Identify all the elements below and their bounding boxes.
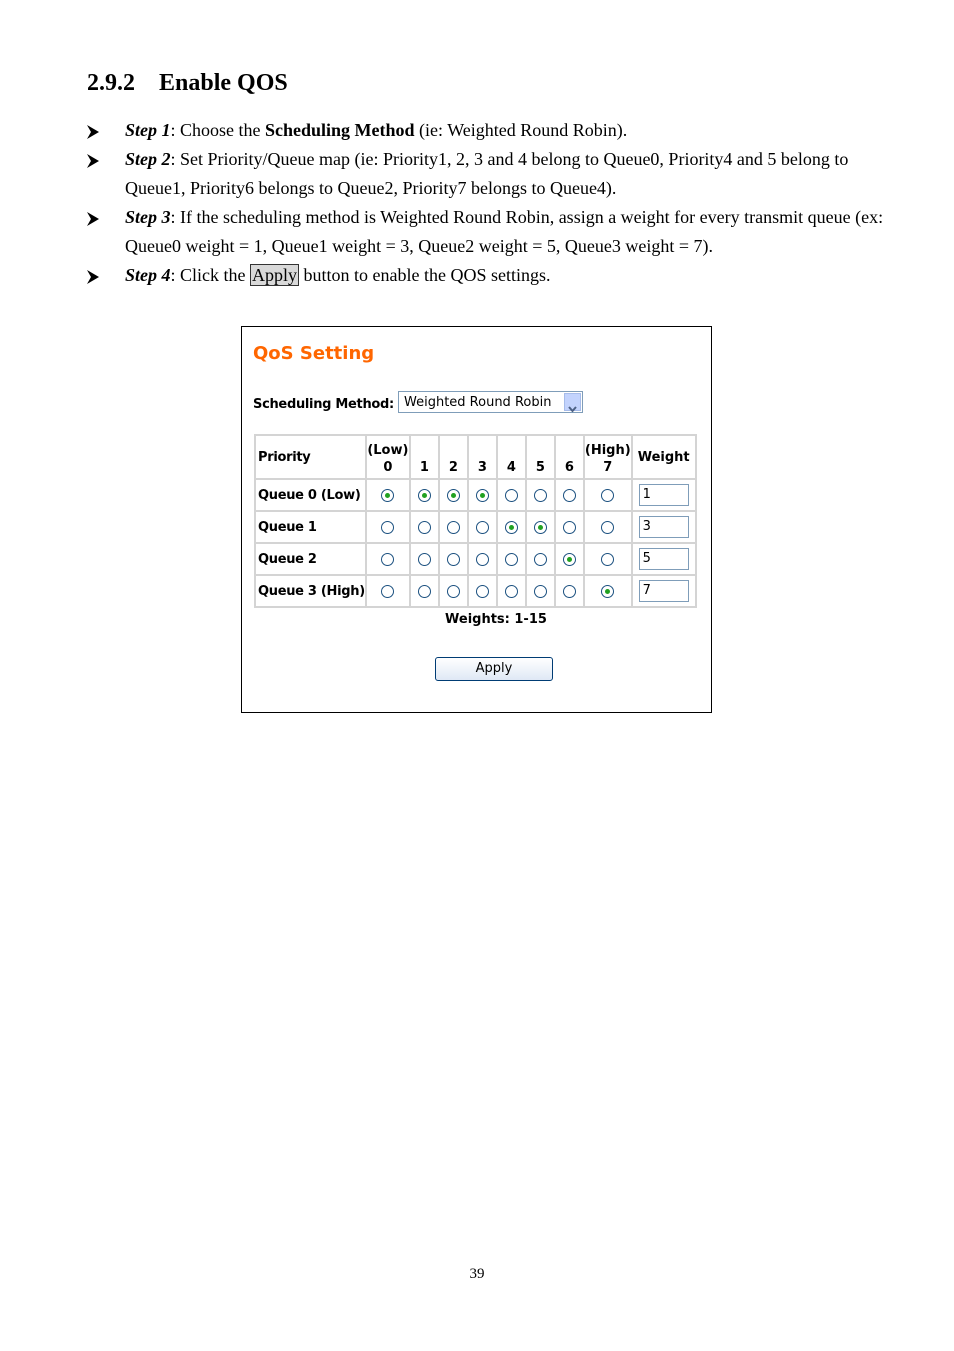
table-row	[255, 511, 696, 543]
step-text: : Click the	[170, 265, 251, 285]
priority-radio[interactable]	[563, 585, 576, 598]
table-header-row	[255, 435, 696, 479]
priority-col-header	[584, 435, 632, 479]
weight-cell	[632, 511, 696, 543]
priority-cell	[526, 511, 555, 543]
weight-cell	[632, 575, 696, 607]
priority-col-bottom: 6	[564, 460, 574, 475]
priority-radio[interactable]	[505, 521, 518, 534]
priority-radio[interactable]	[447, 521, 460, 534]
weight-input[interactable]: 7	[639, 580, 689, 602]
priority-radio[interactable]	[601, 489, 614, 502]
priority-col-top: (Low)	[367, 443, 409, 458]
queue-label: Queue 2	[255, 543, 366, 575]
priority-col-header	[439, 435, 468, 479]
priority-radio[interactable]	[447, 553, 460, 566]
steps-list	[87, 116, 887, 290]
priority-col-bottom: 2	[448, 460, 458, 475]
weight-input[interactable]: 3	[639, 516, 689, 538]
priority-radio[interactable]	[601, 521, 614, 534]
priority-radio[interactable]	[601, 585, 614, 598]
queue-label: Queue 1	[255, 511, 366, 543]
priority-col-bottom: 3	[477, 460, 487, 475]
priority-col-bottom: 4	[506, 460, 516, 475]
priority-cell	[410, 543, 439, 575]
priority-cell	[584, 511, 632, 543]
priority-radio[interactable]	[563, 553, 576, 566]
section-number: 2.9.2	[87, 70, 135, 96]
priority-col-bottom: 5	[535, 460, 545, 475]
priority-radio[interactable]	[476, 489, 489, 502]
weight-header: Weight	[632, 435, 696, 479]
priority-cell	[439, 479, 468, 511]
priority-cell	[526, 543, 555, 575]
priority-col-header	[410, 435, 439, 479]
page-number: 39	[469, 1266, 485, 1282]
priority-cell	[439, 543, 468, 575]
priority-radio[interactable]	[505, 489, 518, 502]
priority-cell	[366, 511, 410, 543]
priority-col-bottom: 1	[419, 460, 429, 475]
priority-cell	[526, 479, 555, 511]
priority-cell	[497, 543, 526, 575]
queue-label: Queue 0 (Low)	[255, 479, 366, 511]
weight-cell	[632, 479, 696, 511]
priority-col-bottom: 0	[383, 460, 393, 475]
priority-radio[interactable]	[381, 585, 394, 598]
priority-radio[interactable]	[476, 585, 489, 598]
priority-cell	[468, 575, 497, 607]
priority-radio[interactable]	[563, 521, 576, 534]
step-name: Step 4	[125, 265, 171, 285]
priority-cell	[497, 511, 526, 543]
inline-apply-label: Apply	[252, 265, 298, 285]
scheduling-method-value: Weighted Round Robin	[404, 395, 552, 410]
priority-cell	[468, 543, 497, 575]
scheduling-method-select[interactable]	[398, 391, 583, 413]
priority-radio[interactable]	[534, 489, 547, 502]
priority-cell	[439, 511, 468, 543]
priority-col-header	[555, 435, 584, 479]
priority-cell	[468, 479, 497, 511]
step-item	[87, 116, 887, 145]
priority-col-header	[366, 435, 410, 479]
qos-title: QoS Setting	[253, 343, 375, 364]
priority-cell	[497, 479, 526, 511]
step-emphasis: Scheduling Method	[265, 120, 415, 140]
qos-setting-screenshot	[241, 326, 712, 713]
chevron-down-icon[interactable]	[564, 393, 581, 411]
priority-cell	[555, 479, 584, 511]
priority-radio[interactable]	[601, 553, 614, 566]
table-row	[255, 479, 696, 511]
priority-radio[interactable]	[418, 489, 431, 502]
priority-radio[interactable]	[505, 553, 518, 566]
priority-cell	[555, 511, 584, 543]
priority-cell	[555, 575, 584, 607]
priority-radio[interactable]	[447, 489, 460, 502]
priority-radio[interactable]	[476, 553, 489, 566]
priority-cell	[410, 479, 439, 511]
priority-radio[interactable]	[381, 553, 394, 566]
priority-cell	[410, 575, 439, 607]
weight-input[interactable]: 5	[639, 548, 689, 570]
priority-radio[interactable]	[534, 521, 547, 534]
priority-cell	[584, 543, 632, 575]
step-text: : Set Priority/Queue map (ie: Priority1, 2, 3 and 4 belong to Queue0, Priority4 and 5 belong to Queue1, Priority6 belongs to Queue2, Priority7 belongs to Queue4).	[125, 149, 849, 198]
step-name: Step 2	[125, 149, 171, 169]
priority-radio[interactable]	[381, 489, 394, 502]
arrow-bullet-icon	[87, 203, 101, 232]
queue-rows	[255, 479, 696, 607]
priority-radio[interactable]	[534, 585, 547, 598]
priority-cell	[584, 479, 632, 511]
priority-cell	[366, 543, 410, 575]
priority-cell	[468, 511, 497, 543]
priority-radio[interactable]	[563, 489, 576, 502]
weights-note: Weights: 1-15	[445, 612, 547, 627]
priority-cell	[439, 575, 468, 607]
apply-button[interactable]: Apply	[435, 657, 553, 681]
priority-radio[interactable]	[505, 585, 518, 598]
scheduling-method-label: Scheduling Method:	[253, 397, 394, 412]
priority-radio[interactable]	[418, 553, 431, 566]
priority-col-top: (High)	[584, 443, 631, 458]
step-name: Step 1	[125, 120, 171, 140]
priority-cell	[584, 575, 632, 607]
priority-col-bottom: 7	[603, 460, 613, 475]
step-item	[87, 145, 887, 203]
step-name: Step 3	[125, 207, 171, 227]
section-title: Enable QOS	[159, 70, 288, 96]
arrow-bullet-icon	[87, 116, 101, 145]
arrow-bullet-icon	[87, 145, 101, 174]
step-text: button to enable the QOS settings.	[299, 265, 551, 285]
priority-radio[interactable]	[418, 521, 431, 534]
priority-queue-table	[254, 434, 697, 608]
step-text: : If the scheduling method is Weighted Round Robin, assign a weight for every transmit queue (ex: Queue0 weight = 1, Queue1 weight = 3, Queue2 weight = 5, Queue3 weight = 7).	[125, 207, 884, 256]
step-item	[87, 261, 887, 290]
priority-col-header	[497, 435, 526, 479]
arrow-bullet-icon	[87, 261, 101, 290]
weight-input[interactable]: 1	[639, 484, 689, 506]
priority-cell	[526, 575, 555, 607]
step-text: (ie: Weighted Round Robin).	[414, 120, 628, 140]
priority-radio[interactable]	[381, 521, 394, 534]
step-item	[87, 203, 887, 261]
priority-radio[interactable]	[418, 585, 431, 598]
priority-cell	[366, 575, 410, 607]
table-row	[255, 543, 696, 575]
priority-cell	[497, 575, 526, 607]
priority-cell	[366, 479, 410, 511]
priority-radio[interactable]	[476, 521, 489, 534]
priority-col-header	[468, 435, 497, 479]
priority-header: Priority	[255, 435, 366, 479]
priority-radio[interactable]	[534, 553, 547, 566]
priority-radio[interactable]	[447, 585, 460, 598]
priority-cell	[555, 543, 584, 575]
table-row	[255, 575, 696, 607]
section-heading	[87, 70, 288, 97]
priority-cell	[410, 511, 439, 543]
weight-cell	[632, 543, 696, 575]
queue-label: Queue 3 (High)	[255, 575, 366, 607]
priority-col-header	[526, 435, 555, 479]
step-text: : Choose the	[170, 120, 266, 140]
